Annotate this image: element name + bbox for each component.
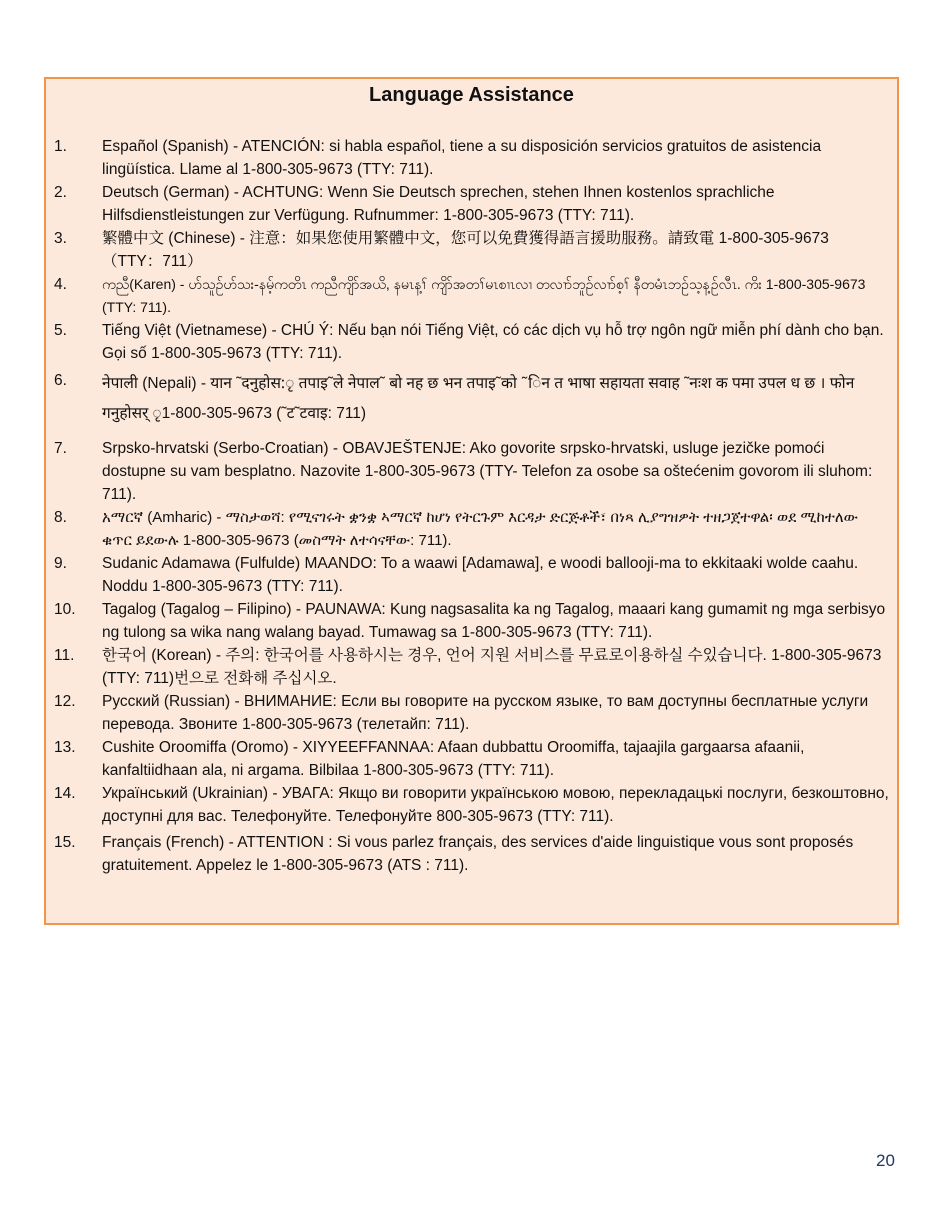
item-number: 8. bbox=[54, 509, 67, 526]
list-item bbox=[46, 506, 897, 552]
list-item bbox=[46, 644, 897, 690]
item-number: 1. bbox=[54, 138, 67, 155]
item-number: 7. bbox=[54, 440, 67, 457]
item-text: Deutsch (German) - ACHTUNG: Wenn Sie Deutsch sprechen, stehen Ihnen kostenlos sprachliche Hilfsdienstleistungen zur Verfügung. Rufnummer: 1-800-305-9673 (TTY: 711). bbox=[102, 184, 775, 224]
item-text: ကညီ(Karen) - ဟ်သူဉ်ဟ်သး-နမ့်ကတိၤ ကညီကျိာ်အယိ, နမၤန့ၢ် ကျိာ်အတၢ်မၤစၢၤလၢ တလၢာ်ဘူဉ်လၢာ်စ့ၢ် နီတမံၤဘဉ်သ့န့ဉ်လီၤ. ကိး 1-800-305-9673 (TTY: 711). bbox=[102, 276, 866, 315]
item-number: 2. bbox=[54, 184, 67, 201]
item-number: 11. bbox=[54, 647, 75, 664]
item-text: Español (Spanish) - ATENCIÓN: si habla español, tiene a su disposición servicios gratuitos de asistencia lingüística. Llame al 1-800-305-9673 (TTY: 711). bbox=[102, 138, 822, 178]
list-item bbox=[46, 227, 897, 273]
item-text: 한국어 (Korean) - 주의: 한국어를 사용하시는 경우, 언어 지원 서비스를 무료로이용하실 수있습니다. 1-800-305-9673 (TTY: 711)번으로 전화해 주십시오. bbox=[102, 647, 882, 687]
item-number: 13. bbox=[54, 739, 76, 756]
item-number: 4. bbox=[54, 276, 67, 293]
item-text: Srpsko-hrvatski (Serbo-Croatian) - OBAVJEŠTENJE: Ako govorite srpsko-hrvatski, usluge jezičke pomoći dostupne su vam besplatno. Nazovite 1-800-305-9673 (TTY- Telefon za osobe sa oštećenim govorom ili sluhom: 711). bbox=[102, 440, 873, 503]
list-item bbox=[46, 319, 897, 365]
item-text: Français (French) - ATTENTION : Si vous parlez français, des services d'aide linguistique vous sont proposés gratuitement. Appelez le 1-800-305-9673 (ATS : 711). bbox=[102, 834, 854, 874]
list-item bbox=[46, 437, 897, 506]
item-number: 12. bbox=[54, 693, 76, 710]
item-text: አማርኛ (Amharic) - ማስታወሻ: የሚናገሩት ቋንቋ ኣማርኛ ከሆነ የትርጉም እርዳታ ድርጅቶች፣ በነጻ ሊያግዝዎት ተዘጋጀተዋል፡ ወደ ሚከተለው ቁጥር ይደውሉ 1-800-305-9673 (መስማት ለተሳናቸው: 711). bbox=[102, 509, 859, 549]
language-list bbox=[46, 135, 897, 877]
page-number: 20 bbox=[876, 1151, 895, 1170]
item-text: Cushite Oroomiffa (Oromo) - XIYYEEFFANNAA: Afaan dubbattu Oroomiffa, tajaajila gargaarsa afaanii, kanfaltiidhaan ala, ni argama. Bilbilaa 1-800-305-9673 (TTY: 711). bbox=[102, 739, 805, 779]
item-text: Tiếng Việt (Vietnamese) - CHÚ Ý: Nếu bạn nói Tiếng Việt, có các dịch vụ hỗ trợ ngôn ngữ miễn phí dành cho bạn. Gọi số 1-800-305-9673 (TTY: 711). bbox=[102, 322, 884, 362]
item-number: 3. bbox=[54, 230, 67, 247]
item-text: Український (Ukrainian) - УВАГА: Якщо ви говорити українською мовою, перекладацькі послуги, безкоштовно, доступні для вас. Телефонуйте. Телефонуйте 800-305-9673 (TTY: 711). bbox=[102, 785, 889, 825]
item-number: 10. bbox=[54, 601, 76, 618]
list-item bbox=[46, 690, 897, 736]
list-item bbox=[46, 273, 897, 319]
item-number: 5. bbox=[54, 322, 67, 339]
list-item bbox=[46, 736, 897, 782]
list-item bbox=[46, 135, 897, 181]
list-item bbox=[46, 552, 897, 598]
item-text: Русский (Russian) - ВНИМАНИЕ: Если вы говорите на русском языке, то вам доступны бесплатные услуги перевода. Звоните 1-800-305-9673 (телетайп: 711). bbox=[102, 693, 869, 733]
item-number: 6. bbox=[54, 372, 67, 389]
list-item bbox=[46, 181, 897, 227]
item-text: नेपाली (Nepali) - यान ˜दनुहोस:ृ तपाइ˜ले नेपाल˜ बो नह छ भन तपाइ˜को ˜िन त भाषा सहायता सवाह ˜नःश क पमा उपल ध छ । फोन गनुहोसर् ृ1-800-305-9673 (˜ट˜टवाइ: 711) bbox=[102, 375, 855, 422]
language-assistance-box bbox=[44, 77, 899, 925]
item-text: Tagalog (Tagalog – Filipino) - PAUNAWA: Kung nagsasalita ka ng Tagalog, maaari kang gumamit ng mga serbisyo ng tulong sa wika nang walang bayad. Tumawag sa 1-800-305-9673 (TTY: 711). bbox=[102, 601, 886, 641]
item-number: 15. bbox=[54, 834, 76, 851]
item-number: 9. bbox=[54, 555, 67, 572]
item-text: 繁體中文 (Chinese) - 注意：如果您使用繁體中文，您可以免費獲得語言援助服務。請致電 1-800-305-9673（TTY：711） bbox=[102, 230, 829, 270]
page-title: Language Assistance bbox=[369, 84, 574, 106]
list-item bbox=[46, 369, 897, 429]
list-item bbox=[46, 782, 897, 828]
item-text: Sudanic Adamawa (Fulfulde) MAANDO: To a waawi [Adamawa], e woodi ballooji-ma to ekkitaaki wolde caahu. Noddu 1-800-305-9673 (TTY: 711). bbox=[102, 555, 859, 595]
list-item bbox=[46, 598, 897, 644]
item-number: 14. bbox=[54, 785, 76, 802]
list-item bbox=[46, 831, 897, 877]
